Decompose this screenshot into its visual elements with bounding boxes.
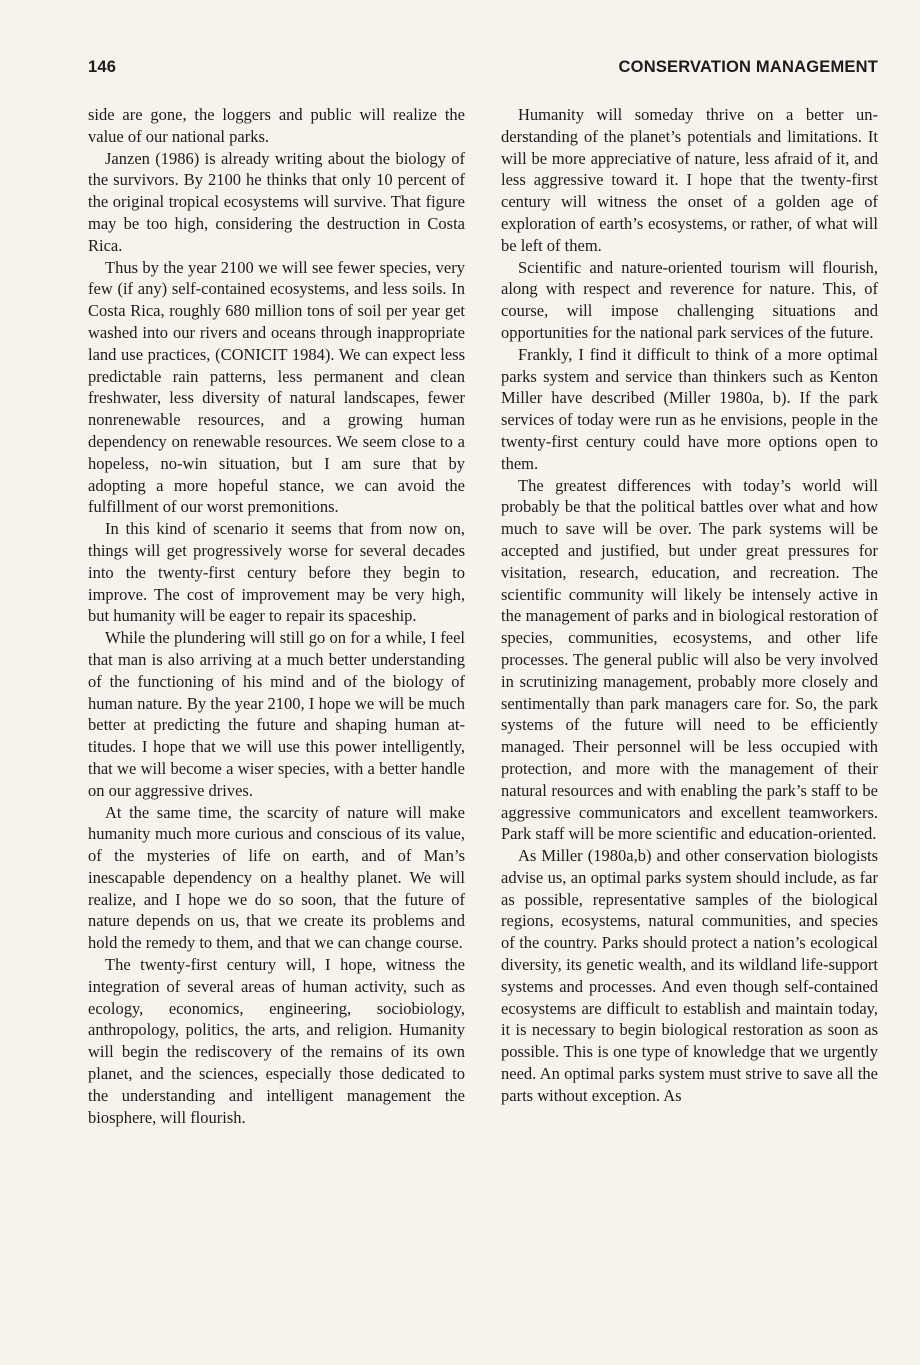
page-number: 146 bbox=[88, 58, 117, 76]
paragraph: The greatest differences with today’s world will probably be that the political battles over what and how much to save will be over. The park systems will be accepted and justified, but under great pressures for visitation, research, education, and recreation. The scientific community will likely be intensely active in the management of parks and in biological restoration of species, communities, ecosystems, and other life processes. The general public will also be very involved in scrutinizing management, probably more closely and sentimentally than park managers care for. So, the park systems of the future will need to be efficiently managed. Their personnel will be less occupied with protection, and more with the management of their natural resources and with enabling the park’s staff to be aggressive communicators and excellent teamworkers. Park staff will be more scientific and education-oriented. bbox=[501, 475, 878, 844]
paragraph: Humanity will someday thrive on a better understanding of the planet’s potentials and limitations. It will be more appreciative of nature, less afraid of it, and less aggressive toward it. I hope that the twenty-first century will witness the onset of a golden age of exploration of earth’s ecosystems, or rather, of what will be left of them. bbox=[501, 105, 878, 255]
paragraph: The twenty-first century will, I hope, witness the integration of several areas of human activity, such as ecology, economics, engineering, sociobiology, anthropology, politics, the arts, and religion. Humanity will begin the rediscovery of the remains of its own planet, and the sciences, especially those dedicated to the understanding and intelligent management the biosphere, will flourish. bbox=[88, 955, 465, 1127]
paragraph: Scientific and nature-oriented tourism will flourish, along with respect and reverence for nature. This, of course, will impose challenging situations and opportunities for the national park services of the future. bbox=[501, 257, 878, 342]
paragraph: Janzen (1986) is already writing about the biology of the survivors. By 2100 he thinks that only 10 percent of the original tropical ecosystems will survive. That figure may be too high, considering the destruction in Costa Rica. bbox=[88, 148, 465, 255]
page-header bbox=[88, 58, 878, 82]
paragraph: side are gone, the loggers and public will realize the value of our national parks. bbox=[88, 105, 465, 146]
paragraph: At the same time, the scarcity of nature will make humanity much more curious and conscious of its value, of the mysteries of life on earth, and of Man’s inescapable dependency on a healthy planet. We will realize, and I hope we do so soon, that the future of nature depends on us, that we create its problems and hold the remedy to them, and that we can change course. bbox=[88, 802, 465, 953]
left-column bbox=[88, 104, 465, 1128]
paragraph: While the plundering will still go on for a while, I feel that man is also arriving at a much better understanding of the functioning of his mind and of the biology of human nature. By the year 2100, I hope we will be much better at predicting the future and shaping human attitudes. I hope that we will use this power intelligently, that we will become a wiser species, with a better handle on our aggressive drives. bbox=[88, 628, 465, 800]
paragraph: As Miller (1980a,b) and other conservation biologists advise us, an optimal parks system should include, as far as possible, representative samples of the biological regions, ecosystems, natural communities, and species of the country. Parks should protect a nation’s ecological diversity, its genetic wealth, and its wildland life-support systems and processes. And even though self-contained ecosystems are difficult to establish and maintain today, it is necessary to begin biological restoration as soon as possible. This is one type of knowledge that we urgently need. An optimal parks system must strive to save all the parts without exception. As bbox=[501, 846, 878, 1105]
paragraph: Frankly, I find it difficult to think of a more optimal parks system and service than thinkers such as Kenton Miller have described (Miller 1980a, b). If the park services of today were run as he envisions, people in the twenty-first century could have more options open to them. bbox=[501, 344, 878, 473]
paragraph: Thus by the year 2100 we will see fewer species, very few (if any) self-contained ecosystems, and less soils. In Costa Rica, roughly 680 million tons of soil per year get washed into our rivers and oceans through inappropriate land use practices, (CONICIT 1984). We can expect less predictable rain patterns, less permanent and clean freshwater, less diversity of natural landscapes, fewer nonrenewable resources, and a growing human dependency on renewable resources. We seem close to a hopeless, no-win situation, but I am sure that by adopting a more hopeful stance, we can avoid the fulfillment of our worst premonitions. bbox=[88, 257, 465, 517]
right-column bbox=[501, 104, 878, 1107]
paragraph: In this kind of scenario it seems that from now on, things will get progressively worse for several decades into the twenty-first century before they begin to improve. The cost of improvement may be very high, but humanity will be eager to repair its spaceship. bbox=[88, 519, 465, 626]
running-title: CONSERVATION MANAGEMENT bbox=[618, 58, 878, 76]
